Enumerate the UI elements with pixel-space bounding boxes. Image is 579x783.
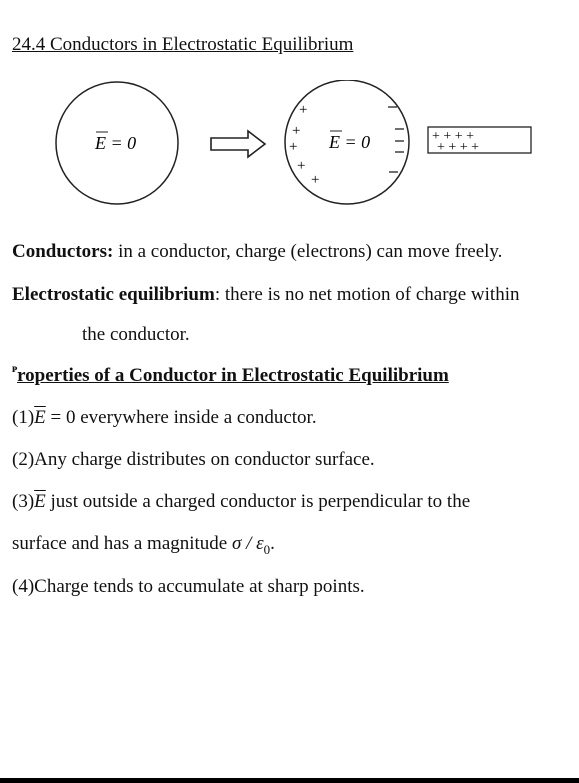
- field-symbol: $\overline{E}$: [34, 491, 46, 512]
- heading-mark: ᴾ: [12, 365, 18, 380]
- equilibrium-term: Electrostatic equilibrium: [12, 284, 215, 305]
- svg-text:+: +: [299, 102, 308, 118]
- svg-text:+: +: [289, 139, 298, 155]
- definition-equilibrium-cont: the conductor.: [82, 324, 190, 345]
- heading-text: roperties of a Conductor in Electrostatic Equilibrium: [17, 365, 449, 386]
- field-symbol: $\overline{E}$: [34, 407, 46, 428]
- plate-charges-top: + + + +: [432, 129, 475, 144]
- properties-heading: [12, 365, 449, 387]
- plate-charges-bottom: + + + +: [437, 140, 480, 155]
- svg-text:+: +: [311, 172, 320, 188]
- equilibrium-text: : there is no net motion of charge within: [214, 284, 520, 305]
- property-4: (4)Charge tends to accumulate at sharp points.: [12, 576, 365, 597]
- conductors-term: Conductors:: [12, 241, 114, 262]
- transition-arrow: [211, 131, 265, 157]
- property-3: $(3)\overline{E}$ just outside a charged conductor is perpendicular to the: [12, 491, 471, 512]
- induced-negative-charges: [388, 107, 404, 172]
- conductors-text: in a conductor, charge (electrons) can move freely.: [113, 241, 503, 262]
- bottom-border: [0, 778, 579, 783]
- svg-text:+: +: [292, 123, 301, 139]
- surface-charge-formula: σ / ε: [232, 533, 264, 554]
- svg-text:+: +: [297, 158, 306, 174]
- induced-positive-charges: [289, 102, 319, 188]
- definition-equilibrium: [12, 284, 519, 306]
- conductor-diagram: [0, 80, 579, 220]
- property-2: (2)Any charge distributes on conductor surface.: [12, 449, 375, 470]
- page-title: 24.4 Conductors in Electrostatic Equilibrium: [12, 34, 354, 55]
- right-field-label: E = 0: [329, 132, 371, 152]
- property-1: $(1)\overline{E} = 0$ everywhere inside a conductor.: [12, 407, 317, 428]
- left-field-label: E = 0: [95, 133, 137, 153]
- definition-conductors: [12, 241, 502, 263]
- property-3-cont: surface and has a magnitude σ / $\varepsilon_0$.: [12, 533, 275, 557]
